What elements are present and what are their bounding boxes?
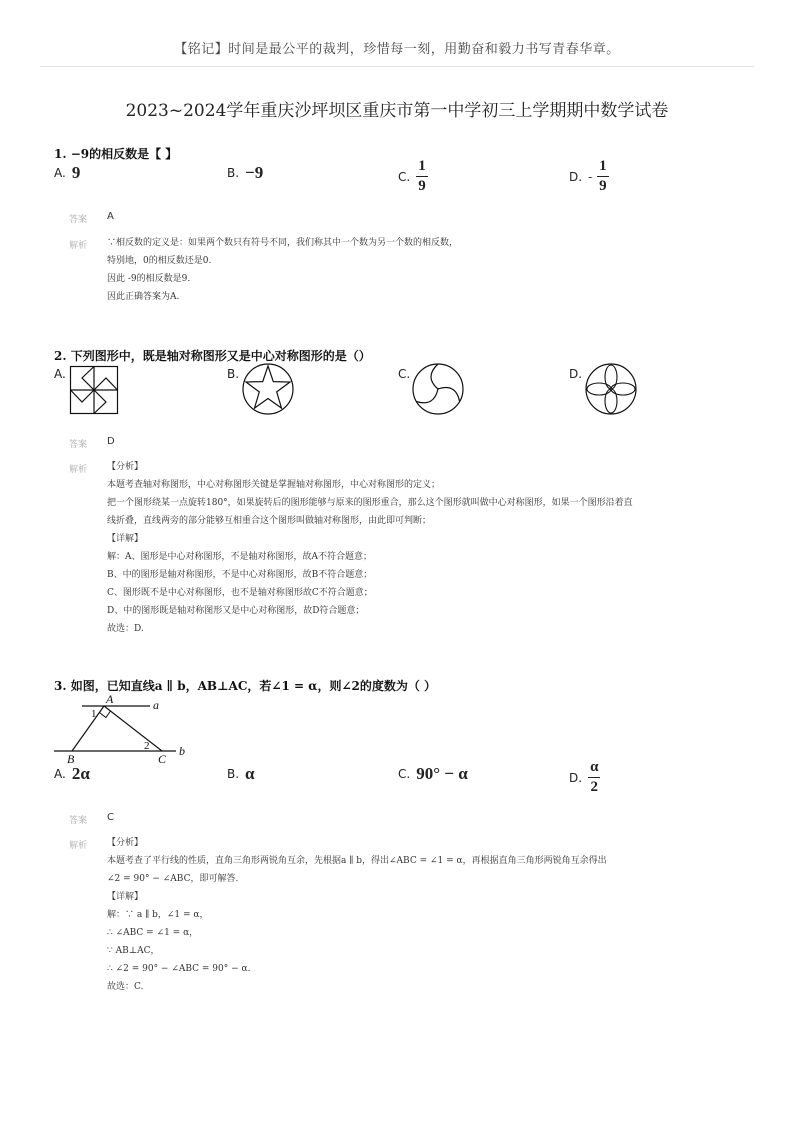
q3-option-a[interactable] bbox=[54, 764, 90, 784]
q3-analysis-line: 本题考查了平行线的性质，直角三角形两锐角互余，先根据a ∥ b，得出∠ABC = ∠1 = α，再根据直角三角形两锐角互余得出 bbox=[107, 856, 607, 866]
q2-answer-tag: 答案 bbox=[69, 440, 88, 450]
q1-option-b[interactable] bbox=[227, 163, 263, 183]
q3-analysis-line: 【详解】 bbox=[107, 892, 144, 902]
q3-option-a-label: A. bbox=[54, 767, 66, 781]
q3-analysis-tag: 解析 bbox=[69, 841, 88, 851]
motto-banner: 【铭记】时间是最公平的裁判，珍惜每一刻，用勤奋和毅力书写青春华章。 bbox=[174, 42, 620, 57]
header-divider bbox=[40, 66, 754, 67]
q1-analysis-tag: 解析 bbox=[69, 241, 88, 251]
q2-analysis-line: 故选：D. bbox=[107, 624, 144, 634]
q1-option-d-numerator: 1 bbox=[597, 159, 609, 177]
parallel-lines-triangle-figure bbox=[54, 694, 194, 766]
q2-analysis-line: 把一个图形绕某一点旋转180°，如果旋转后的图形能够与原来的图形重合，那么这个图形就叫做中心对称图形，如果一个图形沿着直 bbox=[107, 498, 633, 508]
four-petal-circle-figure bbox=[585, 363, 637, 415]
q2-analysis-line: 解：A、图形是中心对称图形，不是轴对称图形，故A不符合题意； bbox=[107, 552, 373, 562]
q1-option-c-numerator: 1 bbox=[416, 159, 428, 177]
q1-option-d[interactable] bbox=[569, 159, 609, 194]
q2-analysis-tag: 解析 bbox=[69, 465, 88, 475]
q2-analysis-line: 本题考查轴对称图形，中心对称图形关键是掌握轴对称图形，中心对称图形的定义； bbox=[107, 480, 441, 490]
q3-answer-value: C bbox=[107, 812, 114, 823]
q3-analysis-line: ∵ AB⊥AC， bbox=[107, 946, 160, 956]
q2-analysis-line: B、中的图形是轴对称图形，不是中心对称图形，故B不符合题意； bbox=[107, 570, 373, 580]
q3-analysis-line: 【分析】 bbox=[107, 838, 144, 848]
page-title: 2023~2024学年重庆沙坪坝区重庆市第一中学初三上学期期中数学试卷 bbox=[125, 101, 669, 121]
q2-analysis-line: 【详解】 bbox=[107, 534, 144, 544]
q1-option-b-value: −9 bbox=[245, 163, 264, 182]
q2-analysis bbox=[107, 458, 633, 638]
point-a-label: A bbox=[106, 692, 114, 706]
q3-option-d-fraction bbox=[588, 760, 600, 795]
q2-option-d-label: D. bbox=[569, 367, 583, 381]
q3-analysis-line: ∴ ∠2 = 90° − ∠ABC = 90° − α. bbox=[107, 964, 251, 974]
q3-option-c-value: 90° − α bbox=[416, 764, 468, 783]
q1-analysis bbox=[107, 234, 458, 306]
q2-analysis-line: C、图形既不是中心对称图形，也不是轴对称图形故C不符合题意； bbox=[107, 588, 373, 598]
q1-answer-value: A bbox=[107, 211, 114, 222]
angle-2-label: 2 bbox=[144, 740, 150, 752]
q1-option-d-denominator: 9 bbox=[599, 178, 607, 194]
angle-1-label: 1 bbox=[91, 708, 97, 720]
q3-analysis-line: ∠2 = 90° − ∠ABC，即可解答. bbox=[107, 874, 239, 884]
q1-option-c-denominator: 9 bbox=[418, 178, 426, 194]
q2-option-c-label: C. bbox=[398, 367, 411, 381]
q3-analysis bbox=[107, 834, 607, 996]
q1-option-c[interactable] bbox=[398, 159, 428, 194]
q1-option-c-fraction bbox=[416, 159, 428, 194]
line-a-label: a bbox=[153, 698, 159, 712]
tri-blade-circle-figure bbox=[412, 363, 464, 415]
q1-option-a-label: A. bbox=[54, 166, 66, 180]
point-c-label: C bbox=[158, 752, 167, 766]
q3-stem: 3. 如图，已知直线a ∥ b，AB⊥AC，若∠1 = α，则∠2的度数为（ ） bbox=[54, 679, 437, 693]
q1-option-a-value: 9 bbox=[71, 163, 81, 182]
q1-stem: 1. −9的相反数是【 】 bbox=[54, 147, 178, 161]
q3-analysis-line: ∴ ∠ABC = ∠1 = α， bbox=[107, 928, 199, 938]
q1-option-a[interactable] bbox=[54, 163, 80, 183]
q3-option-c[interactable] bbox=[398, 764, 468, 784]
q1-analysis-line: 特别地，0的相反数还是0. bbox=[107, 256, 212, 266]
q2-analysis-line: D、中的图形既是轴对称图形又是中心对称图形，故D符合题意； bbox=[107, 606, 365, 616]
q3-option-d-denominator: 2 bbox=[590, 779, 598, 795]
q3-option-b-value: α bbox=[245, 764, 255, 783]
segment-ac bbox=[104, 706, 162, 751]
q2-option-a-label: A. bbox=[54, 367, 66, 381]
q2-option-b-label: B. bbox=[227, 367, 240, 381]
point-b-label: B bbox=[67, 752, 75, 766]
q2-analysis-line: 【分析】 bbox=[107, 462, 144, 472]
q1-option-b-label: B. bbox=[227, 166, 240, 180]
q3-option-d-numerator: α bbox=[588, 760, 600, 778]
right-angle-mark bbox=[99, 711, 110, 718]
q3-option-d-label: D. bbox=[569, 770, 583, 785]
q3-option-b[interactable] bbox=[227, 764, 255, 784]
q3-option-a-value: 2α bbox=[71, 764, 90, 783]
segment-ab bbox=[72, 706, 104, 751]
q3-analysis-line: 解：∵ a ∥ b，∠1 = α， bbox=[107, 910, 209, 920]
q2-analysis-line: 线折叠，直线两旁的部分能够互相重合这个图形叫做轴对称图形，由此即可判断； bbox=[107, 516, 432, 526]
q1-option-d-fraction bbox=[597, 159, 609, 194]
q1-option-d-label: D. bbox=[569, 169, 583, 184]
pinwheel-square-figure bbox=[70, 366, 118, 414]
q1-analysis-line: ∵相反数的定义是：如果两个数只有符号不同，我们称其中一个数为另一个数的相反数， bbox=[107, 238, 459, 248]
q1-option-d-sign: - bbox=[588, 169, 593, 184]
q3-answer-tag: 答案 bbox=[69, 816, 88, 826]
q3-analysis-line: 故选：C. bbox=[107, 982, 144, 992]
q2-answer-value: D bbox=[107, 436, 115, 447]
q1-analysis-line: 因此正确答案为A. bbox=[107, 292, 180, 302]
q1-analysis-line: 因此 -9的相反数是9. bbox=[107, 274, 191, 284]
line-b-label: b bbox=[179, 744, 185, 758]
q3-option-d[interactable] bbox=[569, 760, 600, 795]
star-in-circle-figure bbox=[242, 363, 294, 415]
q3-option-b-label: B. bbox=[227, 767, 240, 781]
q1-option-c-label: C. bbox=[398, 169, 411, 184]
q3-option-c-label: C. bbox=[398, 767, 411, 781]
q2-stem: 2. 下列图形中，既是轴对称图形又是中心对称图形的是（） bbox=[54, 349, 371, 363]
q1-answer-tag: 答案 bbox=[69, 215, 88, 225]
